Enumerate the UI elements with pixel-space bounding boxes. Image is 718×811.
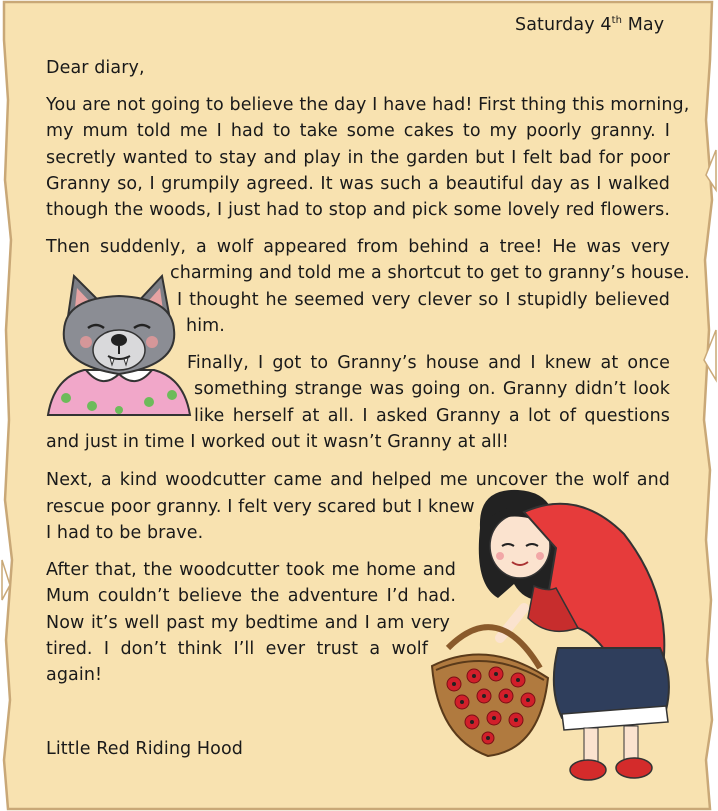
text-line: tired. I don’t think I’ll ever trust a wolf <box>46 639 428 659</box>
text-line: You are not going to believe the day I have had! First thing this morning, <box>46 95 690 115</box>
text-line: something strange was going on. Granny didn’t look <box>194 379 670 399</box>
text-line: Granny so, I grumpily agreed. It was such a beautiful day as I walked <box>46 174 670 194</box>
wolf-illustration <box>44 270 194 420</box>
text-line: I thought he seemed very clever so I stupidly believed <box>177 290 670 310</box>
text-line: rescue poor granny. I felt very scared but I knew <box>46 497 475 517</box>
text-line: like herself at all. I asked Granny a lot of questions <box>194 406 670 426</box>
text-line: After that, the woodcutter took me home and <box>46 560 456 580</box>
text-line: though the woods, I just had to stop and pick some lovely red flowers. <box>46 200 670 220</box>
greeting: Dear diary, <box>46 58 145 78</box>
diary-date: Saturday 4th May <box>515 15 665 35</box>
text-line: again! <box>46 665 103 685</box>
signature: Little Red Riding Hood <box>46 739 243 759</box>
red-riding-hood-illustration <box>428 488 690 788</box>
text-line: Now it’s well past my bedtime and I am very <box>46 613 450 633</box>
text-line: secretly wanted to stay and play in the garden but I felt bad for poor <box>46 148 670 168</box>
text-line: Finally, I got to Granny’s house and I knew at once <box>187 353 670 373</box>
text-line: Then suddenly, a wolf appeared from behind a tree! He was very <box>46 237 670 257</box>
text-line: him. <box>186 316 225 336</box>
text-line: and just in time I worked out it wasn’t Granny at all! <box>46 432 509 452</box>
text-line: charming and told me a shortcut to get to granny’s house. <box>170 263 690 283</box>
text-line: my mum told me I had to take some cakes to my poorly granny. I <box>46 121 670 141</box>
text-line: Next, a kind woodcutter came and helped me uncover the wolf and <box>46 470 670 490</box>
text-line: Mum couldn’t believe the adventure I’d had. <box>46 586 456 606</box>
text-line: I had to be brave. <box>46 523 204 543</box>
